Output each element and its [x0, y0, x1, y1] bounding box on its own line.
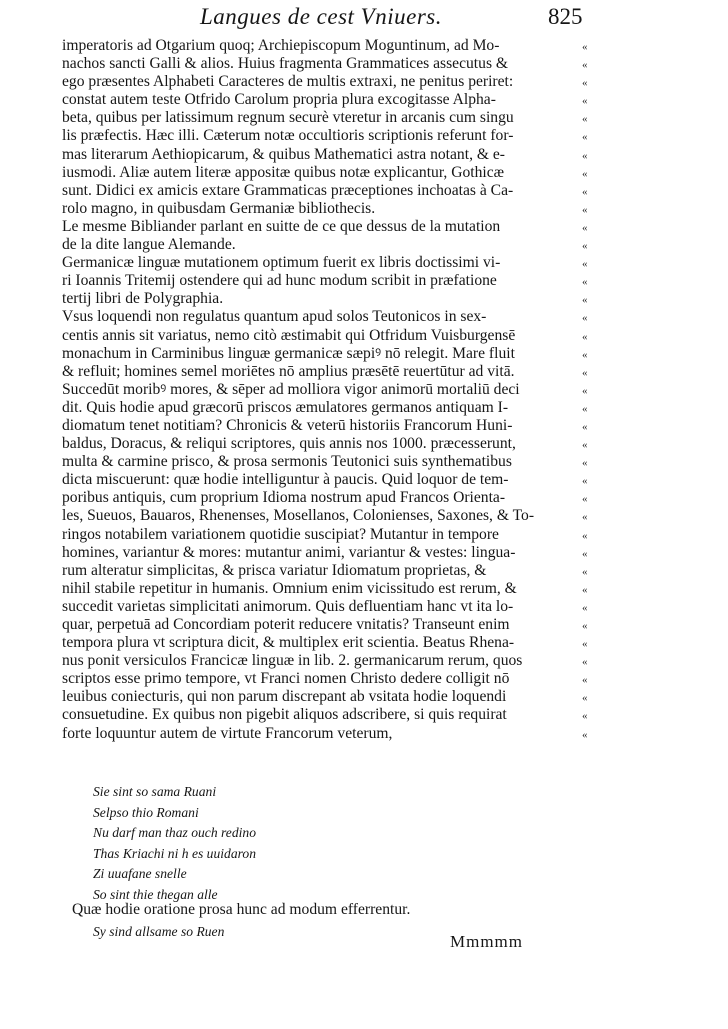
text-line: diomatum tenet notitiam? Chronicis & veterū historiis Francorum Huni-: [62, 416, 513, 434]
text-line: Vsus loquendi non regulatus quantum apud solos Teutonicos in sex-: [62, 308, 487, 326]
text-line: lis præfectis. Hæc illi. Cæterum notæ occultioris scriptionis referunt for-: [62, 127, 514, 145]
text-line: multa & carmine prisco, & prosa sermonis Teutonici suis synthematibus: [62, 453, 512, 471]
text-line: nihil stabile repetitur in humanis. Omnium enim vicissitudo est rerum, &: [62, 579, 517, 597]
text-line: nachos sancti Galli & alios. Huius fragmenta Grammatices assecutus &: [62, 55, 509, 73]
verse-line: Sie sint so sama Ruani: [93, 784, 217, 799]
quote-mark: «: [582, 457, 588, 470]
text-line: ringos notabilem variationem quotidie suscipiat? Mutantur in tempore: [62, 525, 499, 543]
text-line: quar, perpetuā ad Concordiam poterit reducere vnitatis? Transeunt enim: [62, 616, 510, 633]
text-line: ri Ioannis Tritemij ostendere qui ad hunc modum scribit in præfatione: [62, 272, 497, 290]
text-line: constat autem teste Otfrido Carolum propria plura excogitasse Alpha-: [62, 91, 496, 109]
quote-mark: «: [582, 493, 588, 506]
text-line: ego præsentes Alphabeti Caracteres de multis extraxi, ne penitus periret:: [62, 73, 514, 91]
quote-mark: «: [582, 221, 588, 234]
quote-mark: «: [582, 41, 588, 53]
quote-mark: «: [582, 258, 588, 271]
quote-mark: «: [582, 674, 588, 687]
text-line: tempora plura vt scriptura dicit, & multiplex erit scientia. Beatus Rhena-: [62, 634, 515, 652]
quote-mark: «: [582, 475, 588, 488]
text-line: tertij libri de Polygraphia.: [62, 290, 224, 308]
quote-mark: «: [582, 312, 588, 325]
text-line: scriptos esse primo tempore, vt Franci nomen Christo dedere colligit nō: [62, 670, 510, 688]
text-line: leuibus coniecturis, qui non parum discrepant ab vsitata hodie loquendi: [62, 688, 507, 706]
text-line: & refluit; homines semel moriētes nō amplius præsētē reuertūtur ad vitā.: [62, 362, 515, 380]
text-line: centis annis sit variatus, nemo citò æstimabit qui Otfridum Vuisburgensē: [62, 326, 516, 344]
text-line: Succedūt moribꝰ mores, & sēper ad molliora vigor animorū mortaliū deci: [62, 380, 520, 398]
verse-line: Selpso thio Romani: [93, 804, 199, 820]
text-line: nus ponit versiculos Francicæ linguæ in lib. 2. germanicarum rerum, quos: [62, 652, 523, 670]
catchword: Mmmmm: [450, 932, 524, 951]
quote-mark: «: [582, 420, 588, 433]
text-line: monachum in Carminibus linguæ germanicæ sæpiꝰ nō relegit. Mare fluit: [62, 344, 515, 362]
quote-mark: «: [582, 149, 588, 162]
quote-mark: «: [582, 203, 588, 216]
text-line: de la dite langue Alemande.: [62, 236, 236, 254]
quote-mark: «: [582, 294, 588, 307]
paragraph-latin-3: [62, 308, 582, 742]
quote-mark: «: [582, 728, 588, 741]
verse-block: [93, 782, 256, 905]
text-line: dicta miscuerunt: quæ hodie intelliguntur à paucis. Quid loquor de tem-: [62, 471, 509, 489]
quote-mark: «: [582, 384, 588, 397]
quote-mark: «: [582, 113, 588, 126]
text-line: les, Sueuos, Bauaros, Rhenenses, Mosellanos, Colonienses, Saxones, & To-: [62, 507, 535, 525]
quote-mark: «: [582, 185, 588, 198]
text-line: succedit varietas simplicitati animorum. Quis defluentiam hanc vt ita lo-: [62, 597, 514, 615]
verse-line: So sint thie thegan alle: [93, 886, 218, 902]
text-line: mas literarum Aethiopicarum, & quibus Mathematici astra notant, & e-: [62, 145, 506, 163]
text-line: baldus, Doracus, & reliqui scriptores, quis annis nos 1000. præcesserunt,: [62, 435, 516, 453]
text-line: consuetudine. Ex quibus non pigebit aliquos adscribere, si quis requirat: [62, 706, 507, 724]
quote-mark: «: [582, 511, 588, 524]
text-line: forte loquuntur autem de virtute Francorum veterum,: [62, 724, 393, 742]
quote-mark: «: [582, 601, 588, 614]
margin-quote-marks: [582, 38, 598, 744]
verse-line: Sy sind allsame so Ruen: [93, 924, 225, 939]
quote-mark: «: [582, 547, 588, 560]
quote-mark: «: [582, 348, 588, 361]
quote-mark: «: [582, 240, 588, 253]
paragraph-latin-2: [62, 254, 582, 308]
paragraph-french: [62, 218, 582, 254]
quote-mark: «: [582, 656, 588, 669]
quote-mark: «: [582, 95, 588, 108]
text-line: imperatoris ad Otgarium quoq; Archiepiscopum Moguntinum, ad Mo-: [62, 37, 500, 54]
quote-mark: «: [582, 439, 588, 452]
quote-mark: «: [582, 402, 588, 415]
text-line: iusmodi. Aliæ autem literæ appositæ quibus notæ explicantur, Gothicæ: [62, 163, 505, 181]
quote-mark: «: [582, 692, 588, 705]
quote-mark: «: [582, 565, 588, 578]
main-text: [62, 37, 582, 743]
text-line: dit. Quis hodie apud græcorū priscos æmulatores germanos antiquam I-: [62, 398, 509, 416]
verse-line: Zi uuafane snelle: [93, 866, 187, 881]
text-line: poribus antiquis, cum proprium Idioma nostrum apud Francos Orienta-: [62, 489, 506, 507]
quote-mark: «: [582, 366, 588, 379]
quote-mark: «: [582, 167, 588, 180]
prose-note: Quæ hodie oratione prosa hunc ad modum efferrentur.: [72, 901, 411, 918]
running-title: Langues de cest Vniuers.: [200, 4, 442, 29]
quote-mark: «: [582, 59, 588, 72]
quote-mark: «: [582, 620, 588, 632]
quote-mark: «: [582, 131, 588, 144]
quote-mark: «: [582, 276, 588, 289]
text-line: rolo magno, in quibusdam Germaniæ bibliothecis.: [62, 199, 376, 217]
running-head: [0, 4, 728, 38]
quote-mark: «: [582, 77, 588, 90]
quote-mark: «: [582, 529, 588, 542]
text-line: rum alteratur simplicitas, & prisca variatur Idiomatum proprietas, &: [62, 561, 487, 579]
page-number: 825: [548, 4, 583, 29]
verse-line: Thas Kriachi ni h es uuidaron: [93, 845, 257, 861]
paragraph-latin-1: [62, 37, 582, 218]
text-line: Germanicæ linguæ mutationem optimum fuerit ex libris doctissimi vi-: [62, 254, 501, 272]
text-line: beta, quibus per latissimum regnum securè vteretur in arcanis cum singu: [62, 109, 514, 127]
text-line: sunt. Didici ex amicis extare Grammaticas præceptiones inchoatas à Ca-: [62, 181, 514, 199]
quote-mark: «: [582, 638, 588, 651]
verse-block-2: [93, 922, 224, 942]
text-line: Le mesme Bibliander parlant en suitte de ce que dessus de la mutation: [62, 217, 501, 235]
quote-mark: «: [582, 330, 588, 343]
verse-line: Nu darf man thaz ouch redino: [93, 825, 256, 840]
quote-mark: «: [582, 583, 588, 596]
quote-mark: «: [582, 710, 588, 723]
text-line: homines, variantur & mores: mutantur animi, variantur & vestes: lingua-: [62, 543, 516, 561]
